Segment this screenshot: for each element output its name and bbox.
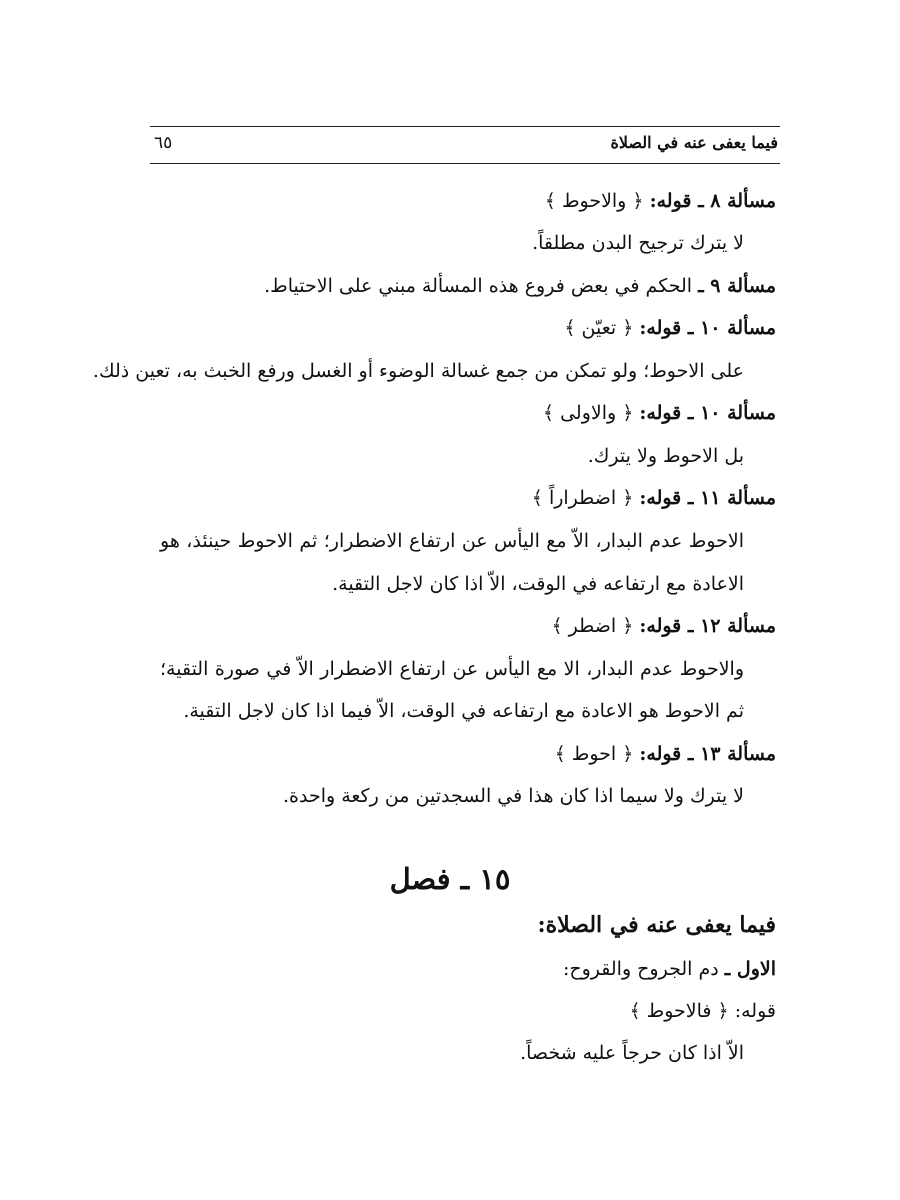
paragraph-line: لا يترك ولا سيما اذا كان هذا في السجدتين من ركعة واحدة. <box>283 785 744 807</box>
item-label: الاول ـ <box>724 958 776 980</box>
issue-label: مسألة ١٢ ـ قوله: <box>639 615 776 637</box>
issue-9-heading <box>264 273 776 299</box>
quoted-term: ﴿ والاحوط ﴾ <box>544 190 650 212</box>
quoted-term: ﴿ احوط ﴾ <box>554 743 640 765</box>
quoted-term: ﴿ والاولى ﴾ <box>542 402 640 424</box>
paragraph-line: بل الاحوط ولا يترك. <box>587 445 744 467</box>
paragraph-line: الاحوط عدم البدار، الاّ مع اليأس عن ارتفاع الاضطرار؛ ثم الاحوط حينئذ، هو <box>160 530 744 552</box>
issue-label: مسألة ١٠ ـ قوله: <box>639 402 776 424</box>
first-item-heading <box>563 956 776 982</box>
page-number: ٦٥ <box>154 133 173 153</box>
issue-label: مسألة ١١ ـ قوله: <box>639 487 776 509</box>
page-header <box>150 126 780 164</box>
item-text: دم الجروح والقروح: <box>562 958 725 980</box>
quoted-term: ﴿ اضطر ﴾ <box>551 615 640 637</box>
issue-text: الحكم في بعض فروع هذه المسألة مبني على الاحتياط. <box>264 275 699 297</box>
paragraph-line: الاعادة مع ارتفاعه في الوقت، الاّ اذا كان لاجل التقية. <box>332 573 744 595</box>
section-heading: ١٥ ـ فصل <box>389 862 511 896</box>
paragraph-line: الاّ اذا كان حرجاً عليه شخصاً. <box>520 1042 744 1064</box>
issue-label: مسألة ١٣ ـ قوله: <box>639 743 776 765</box>
issue-label: مسألة ١٠ ـ قوله: <box>639 317 776 339</box>
issue-11-heading <box>532 485 776 511</box>
issue-label: مسألة ٩ ـ <box>698 275 776 297</box>
issue-10b-heading <box>543 400 776 426</box>
issue-10-heading <box>564 315 776 341</box>
issue-13-heading <box>555 741 776 767</box>
paragraph-line: ثم الاحوط هو الاعادة مع ارتفاعه في الوقت، الاّ فيما اذا كان لاجل التقية. <box>183 700 744 722</box>
running-title: فيما يعفى عنه في الصلاة <box>610 133 778 152</box>
issue-label: مسألة ٨ ـ قوله: <box>649 190 776 212</box>
paragraph-line: لا يترك ترجيح البدن مطلقاً. <box>532 232 744 254</box>
issue-12-heading <box>552 613 777 639</box>
quoted-term: ﴿ تعيّن ﴾ <box>564 317 640 339</box>
paragraph-line: على الاحوط؛ ولو تمكن من جمع غسالة الوضوء أو الغسل ورفع الخبث به، تعين ذلك. <box>92 360 744 382</box>
section-subtitle: فيما يعفى عنه في الصلاة: <box>537 912 776 938</box>
quoted-term: ﴿ اضطراراً ﴾ <box>531 487 640 509</box>
issue-8-heading <box>545 188 776 214</box>
paragraph-line: والاحوط عدم البدار، الا مع اليأس عن ارتفاع الاضطرار الاّ في صورة التقية؛ <box>160 658 744 680</box>
quote-line: قوله: ﴿ فالاحوط ﴾ <box>629 1000 776 1022</box>
